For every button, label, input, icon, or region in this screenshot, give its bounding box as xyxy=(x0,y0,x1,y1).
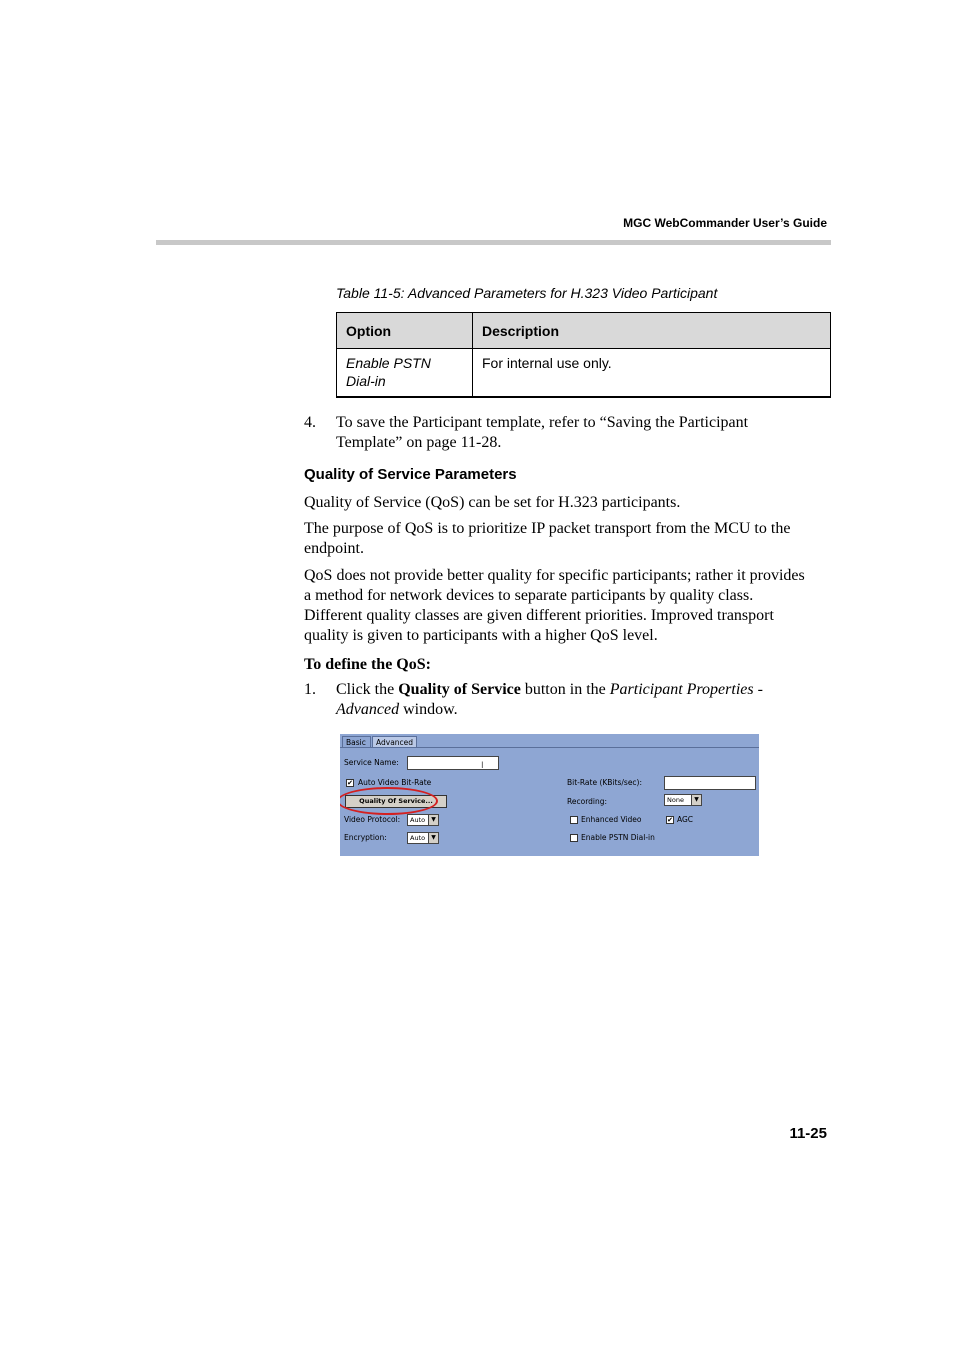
auto-video-bitrate-checkbox[interactable]: ✔ xyxy=(347,779,353,787)
step-1-text-part: Click the xyxy=(336,681,399,698)
chevron-down-icon: ▼ xyxy=(428,833,438,843)
table-row xyxy=(337,349,831,398)
table-caption: Table 11-5: Advanced Parameters for H.323 Video Participant xyxy=(336,285,718,301)
step-1-text xyxy=(336,680,831,720)
page-number: 11-25 xyxy=(789,1125,827,1142)
video-protocol-label: Video Protocol: xyxy=(344,815,401,824)
step-1-button-ref: Quality of Service xyxy=(398,681,521,698)
step-1-text-part: button in the xyxy=(520,681,610,698)
chevron-down-icon: ▼ xyxy=(428,815,438,825)
step-4-line-2: Template” on page 11-28. xyxy=(336,434,502,451)
agc-checkbox[interactable]: ✔ xyxy=(667,816,673,824)
step-1-window-ref: Advanced xyxy=(336,701,400,718)
table-header-description: Description xyxy=(473,313,831,349)
encryption-label: Encryption: xyxy=(344,833,387,842)
table-header-row xyxy=(337,313,831,349)
encryption-value: Auto xyxy=(410,834,426,842)
text-cursor-icon: I xyxy=(481,761,484,771)
tab-strip xyxy=(340,734,759,748)
procedure-heading: To define the QoS: xyxy=(304,656,431,673)
recording-select[interactable] xyxy=(664,794,702,806)
service-name-field[interactable] xyxy=(407,756,499,770)
quality-of-service-button[interactable]: Quality Of Service... xyxy=(345,795,447,808)
video-protocol-select[interactable] xyxy=(407,814,439,826)
running-header-title: MGC WebCommander User’s Guide xyxy=(623,216,827,230)
recording-value: None xyxy=(667,796,684,804)
paragraph-1: Quality of Service (QoS) can be set for H.323 participants. xyxy=(304,494,681,511)
step-1-line-1 xyxy=(336,680,831,700)
video-protocol-value: Auto xyxy=(410,816,426,824)
enhanced-video-checkbox[interactable] xyxy=(570,816,578,824)
chevron-down-icon: ▼ xyxy=(691,795,701,805)
service-name-label: Service Name: xyxy=(344,758,399,767)
participant-properties-advanced-screenshot xyxy=(340,734,759,856)
step-4-number: 4. xyxy=(304,414,316,431)
recording-label: Recording: xyxy=(567,797,608,806)
table-cell-option xyxy=(337,349,473,398)
step-1-line-2 xyxy=(336,700,831,720)
paragraph-2 xyxy=(304,519,831,559)
step-1-text-part: window. xyxy=(399,701,458,718)
paragraph-3-line-2: a method for network devices to separate participants by quality class. xyxy=(304,587,754,604)
bitrate-field[interactable] xyxy=(664,776,756,790)
tab-divider xyxy=(340,747,759,748)
enable-pstn-dialin-checkbox[interactable] xyxy=(570,834,578,842)
bitrate-label: Bit-Rate (KBits/sec): xyxy=(567,778,643,787)
section-heading: Quality of Service Parameters xyxy=(304,466,517,483)
auto-video-bitrate-label: Auto Video Bit-Rate xyxy=(358,778,432,787)
tab-advanced[interactable]: Advanced xyxy=(372,736,417,748)
parameters-table xyxy=(336,312,831,398)
paragraph-3-line-4: quality is given to participants with a higher QoS level. xyxy=(304,627,658,644)
paragraph-3-line-1: QoS does not provide better quality for specific participants; rather it provides xyxy=(304,567,805,584)
paragraph-3 xyxy=(304,566,831,646)
enable-pstn-dialin-label: Enable PSTN Dial-in xyxy=(581,833,655,842)
paragraph-2-line-2: endpoint. xyxy=(304,540,364,557)
enhanced-video-label: Enhanced Video xyxy=(581,815,642,824)
tab-basic[interactable]: Basic xyxy=(342,736,371,748)
option-line-2: Dial-in xyxy=(346,373,386,389)
paragraph-2-line-1: The purpose of QoS is to prioritize IP packet transport from the MCU to the xyxy=(304,520,791,537)
agc-label: AGC xyxy=(677,815,694,824)
table-header-option: Option xyxy=(337,313,473,349)
option-line-1: Enable PSTN xyxy=(346,355,431,371)
step-4-text xyxy=(336,413,831,453)
paragraph-3-line-3: Different quality classes are given different priorities. Improved transport xyxy=(304,607,774,624)
qos-highlight-ellipse xyxy=(340,787,438,815)
header-rule xyxy=(156,240,831,245)
step-1-window-ref: Participant Properties - xyxy=(609,681,763,698)
step-1-number: 1. xyxy=(304,681,316,698)
step-4-line-1: To save the Participant template, refer to “Saving the Participant xyxy=(336,414,749,431)
table-cell-description: For internal use only. xyxy=(473,349,831,398)
encryption-select[interactable] xyxy=(407,832,439,844)
